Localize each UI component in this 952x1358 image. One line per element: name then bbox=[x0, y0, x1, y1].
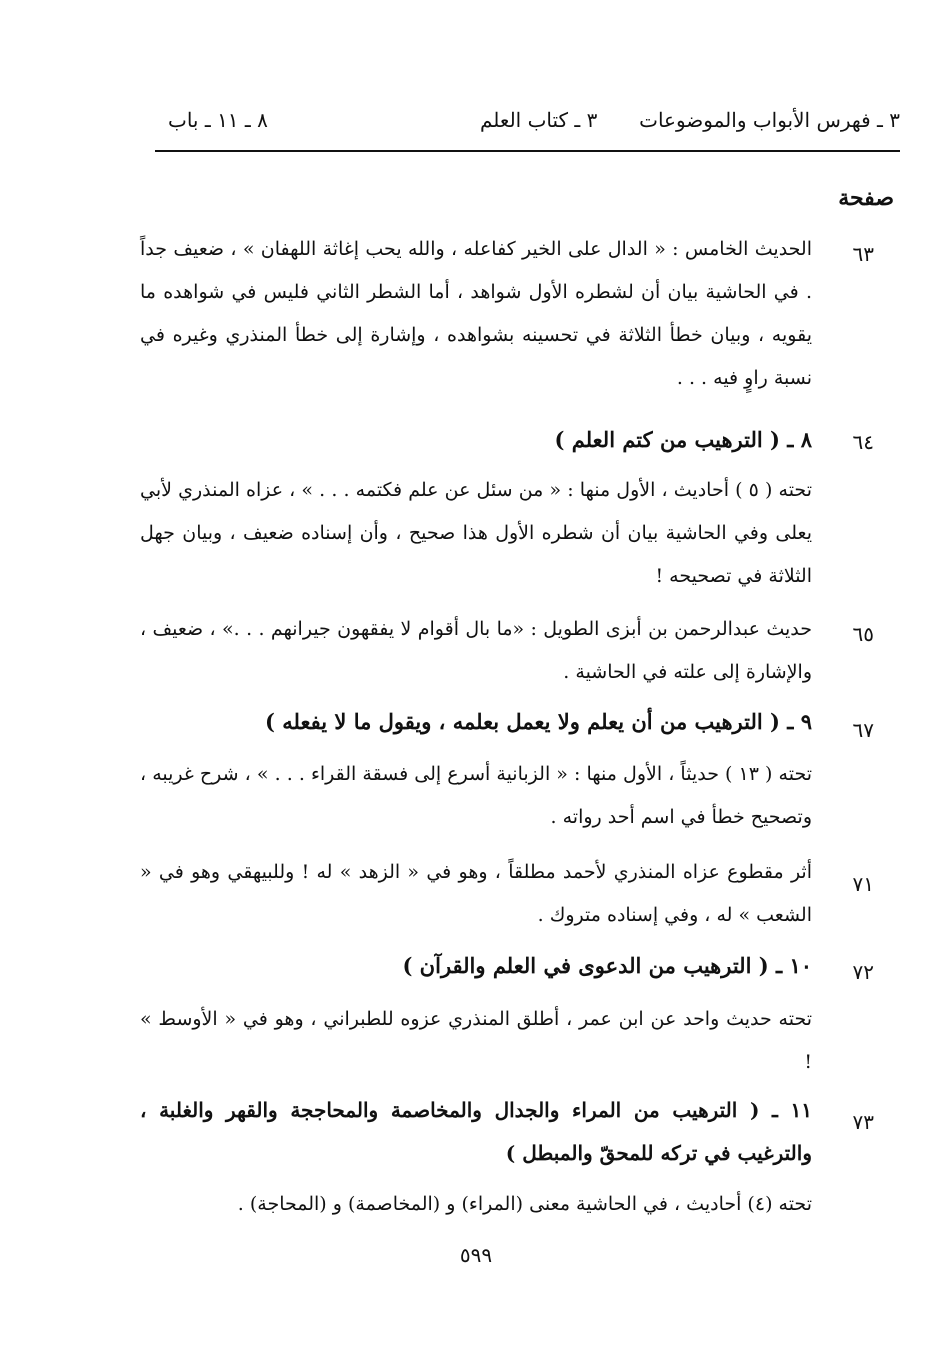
entry-text: تحته حديث واحد عن ابن عمر ، أطلق المنذري عزوه للطبراني ، وهو في « الأوسط » ! bbox=[140, 1008, 812, 1073]
entry-text: تحته ( ١٣ ) حديثاً ، الأول منها : « الزبانية أسرع إلى فسقة القراء . . . » ، شرح غريبه ، وتصحيح خطأ في اسم أحد رواته . bbox=[140, 763, 812, 828]
chapter-heading: ٨ ـ ( الترهيب من كتم العلم ) bbox=[554, 427, 812, 452]
entry-page-number: ٧١ bbox=[852, 872, 874, 896]
header-chapter-range: ٨ ـ ١١ ـ باب bbox=[168, 108, 268, 132]
header-section-title: ٣ ـ فهرس الأبواب والموضوعات bbox=[639, 108, 900, 132]
chapter-heading: ١٠ ـ ( الترهيب من الدعوى في العلم والقرآن ) bbox=[402, 953, 812, 978]
entry-page-number: ٦٥ bbox=[852, 622, 874, 646]
header-divider bbox=[155, 150, 900, 152]
entry-page-number: ٦٣ bbox=[852, 242, 874, 266]
entry-page-number: ٦٤ bbox=[852, 430, 874, 454]
chapter-heading: ١١ ـ ( الترهيب من المراء والجدال والمخاصمة والمحاججة والقهر والغلبة ، والترغيب في تركه للمحقّ والمبطل ) bbox=[140, 1098, 812, 1165]
entry-text: تحته ( ٥ ) أحاديث ، الأول منها : « من سئل عن علم فكتمه . . . » ، عزاه المنذري لأبي يعلى وفي الحاشية بيان أن شطره الأول هذا صحيح ، وأن إسناده ضعيف ، وبيان جهل الثلاثة في تصحيحه ! bbox=[140, 479, 812, 587]
page-column-title: صفحة bbox=[838, 185, 894, 211]
entry-page-number: ٧٢ bbox=[852, 960, 874, 984]
page-number: ٥٩٩ bbox=[459, 1243, 493, 1267]
entry-page-number: ٧٣ bbox=[852, 1110, 874, 1134]
chapter-heading: ٩ ـ ( الترهيب من أن يعلم ولا يعمل بعلمه ، ويقول ما لا يفعله ) bbox=[265, 709, 812, 734]
running-header bbox=[150, 108, 900, 142]
entry-page-number: ٦٧ bbox=[852, 718, 874, 742]
entry-text: حديث عبدالرحمن بن أبزى الطويل : «ما بال أقوام لا يفقهون جيرانهم . . .» ، ضعيف ، والإشارة إلى علته في الحاشية . bbox=[140, 618, 812, 683]
header-book-title: ٣ ـ كتاب العلم bbox=[480, 108, 598, 132]
entry-text: الحديث الخامس : « الدال على الخير كفاعله ، والله يحب إغاثة اللهفان » ، ضعيف جداً . في الحاشية بيان أن لشطره الأول شواهد ، أما الشطر الثاني فليس في شواهده ما يقويه ، وبيان خطأ الثلاثة في تحسينه بشواهده ، وإشارة إلى خطأ المنذري وغيره في نسبة راوٍ فيه . . . bbox=[140, 238, 812, 389]
entry-text: أثر مقطوع عزاه المنذري لأحمد مطلقاً ، وهو في « الزهد » له ! وللبيهقي وهو في « الشعب » له ، وفي إسناده متروك . bbox=[140, 861, 813, 926]
entry-text: تحته (٤) أحاديث ، في الحاشية معنى (المراء) و (المخاصمة) و (المحاجة) . bbox=[237, 1193, 812, 1215]
